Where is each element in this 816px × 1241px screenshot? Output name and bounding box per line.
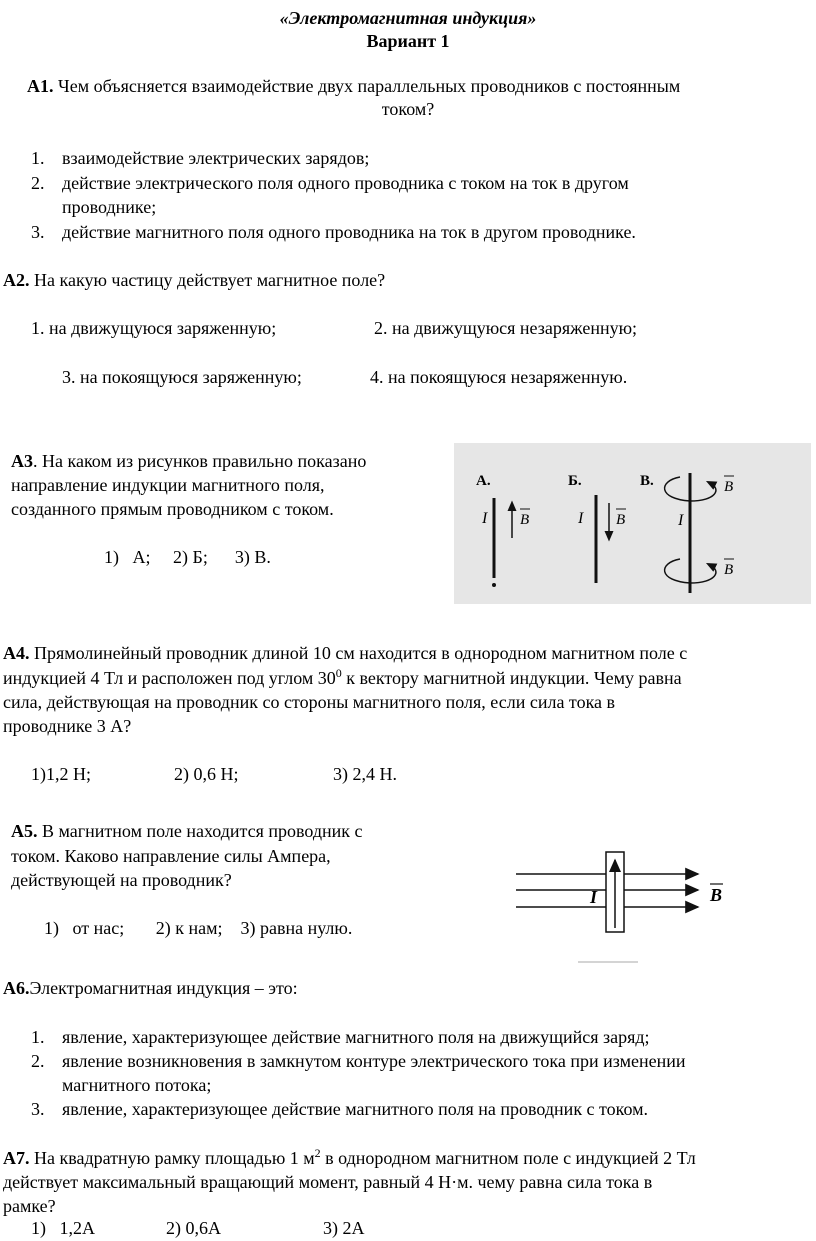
b-vector-label: B	[724, 562, 734, 578]
b-vector-label: B	[520, 512, 530, 528]
b-vector-label: B	[616, 512, 626, 528]
answer-options: 1) от нас; 2) к нам; 3) равна нулю.	[44, 918, 353, 938]
question-text-cont: проводнике 3 А?	[3, 716, 132, 736]
figure-label-c: В.	[640, 473, 654, 489]
answer-options: 1) А; 2) Б; 3) В.	[104, 547, 271, 567]
option-text: 1. на движущуюся заряженную;	[31, 318, 277, 338]
variant-label: Вариант 1	[366, 31, 450, 51]
question-text: . На каком из рисунков правильно показано	[33, 451, 367, 471]
question-text-cont	[3, 668, 682, 689]
question-label: А7.	[3, 1148, 30, 1168]
question-a7	[3, 1148, 696, 1169]
option-text: явление, характеризующее действие магнитного поля на движущийся заряд;	[62, 1027, 650, 1047]
option-text: взаимодействие электрических зарядов;	[62, 148, 370, 168]
a5-figure	[510, 848, 750, 968]
current-label: I	[678, 512, 684, 529]
question-text-cont: током. Каково направление силы Ампера,	[11, 846, 331, 866]
option-text: 4. на покоящуюся незаряженную.	[370, 367, 628, 387]
b-vector-label: B	[710, 885, 723, 905]
option-text-cont: проводнике;	[62, 197, 157, 217]
question-a1	[27, 76, 680, 97]
option-number: 3.	[31, 1099, 45, 1119]
b-vector-label: B	[724, 479, 734, 495]
question-text: В магнитном поле находится проводник с	[42, 821, 363, 841]
option-text: 3) 2,4 Н.	[333, 764, 397, 784]
worksheet-title: «Электромагнитная индукция»	[279, 8, 537, 28]
current-label: I	[578, 510, 584, 527]
option-text: 3. на покоящуюся заряженную;	[62, 367, 302, 387]
question-text-cont: действует максимальный вращающий момент, равный 4 Н·м. чему равна сила тока в	[3, 1172, 653, 1192]
question-text-part: к вектору магнитной индукции. Чему равна	[341, 668, 682, 688]
question-text-cont: рамке?	[3, 1196, 56, 1216]
current-label: I	[482, 510, 488, 527]
question-label: А5.	[11, 821, 38, 841]
dot-icon	[492, 583, 496, 587]
question-text: Чем объясняется взаимодействие двух параллельных проводников с постоянным	[58, 76, 681, 96]
question-label: А4.	[3, 643, 30, 663]
question-text: Электромагнитная индукция – это:	[29, 978, 298, 998]
degree-superscript: 0	[335, 666, 342, 680]
question-a4	[3, 643, 687, 664]
question-text: в однородном магнитном поле с индукцией 2 Тл	[320, 1148, 696, 1168]
option-text: явление, характеризующее действие магнитного поля на проводник с током.	[62, 1099, 649, 1119]
question-text-cont: действующей на проводник?	[11, 870, 232, 890]
option-text: действие электрического поля одного проводника с током на ток в другом	[62, 173, 629, 193]
question-text: На квадратную рамку площадью 1 м	[34, 1148, 315, 1168]
option-text-cont: магнитного потока;	[62, 1075, 212, 1095]
question-text-cont: током?	[381, 99, 435, 119]
current-label: I	[590, 887, 598, 907]
question-label: А2.	[3, 270, 30, 290]
option-number: 1.	[31, 148, 45, 168]
question-a6	[3, 978, 298, 999]
option-text: 2. на движущуюся незаряженную;	[374, 318, 638, 338]
question-text: Прямолинейный проводник длиной 10 см находится в однородном магнитном поле с	[34, 643, 688, 663]
option-number: 2.	[31, 1051, 45, 1071]
option-number: 2.	[31, 173, 45, 193]
question-text-cont: созданного прямым проводником с током.	[11, 499, 334, 519]
question-label: А3	[11, 451, 33, 471]
question-a2	[3, 270, 385, 291]
question-text-part: индукцией 4 Тл и расположен под углом 30	[3, 668, 336, 688]
question-text: На какую частицу действует магнитное поле?	[34, 270, 386, 290]
option-text: 3) 2А	[323, 1218, 365, 1238]
option-text: 2) 0,6А	[166, 1218, 221, 1238]
figure-label-b: Б.	[568, 473, 582, 489]
option-text: 2) 0,6 Н;	[174, 764, 239, 784]
option-text: явление возникновения в замкнутом контуре электрического тока при изменении	[62, 1051, 686, 1071]
option-text: 1)1,2 Н;	[31, 764, 91, 784]
figure-label-a: А.	[476, 473, 491, 489]
question-label: А1.	[27, 76, 54, 96]
option-text: действие магнитного поля одного проводника на ток в другом проводнике.	[62, 222, 636, 242]
a3-figure	[454, 443, 811, 604]
area-superscript: 2	[314, 1146, 321, 1160]
question-a3	[11, 451, 366, 472]
question-label: А6.	[3, 978, 30, 998]
option-text: 1) 1,2А	[31, 1218, 95, 1238]
option-number: 3.	[31, 222, 45, 242]
question-a5	[11, 821, 363, 842]
question-text-cont: сила, действующая на проводник со стороны магнитного поля, если сила тока в	[3, 692, 616, 712]
option-number: 1.	[31, 1027, 45, 1047]
question-text-cont: направление индукции магнитного поля,	[11, 475, 325, 495]
figure-background	[454, 443, 811, 604]
